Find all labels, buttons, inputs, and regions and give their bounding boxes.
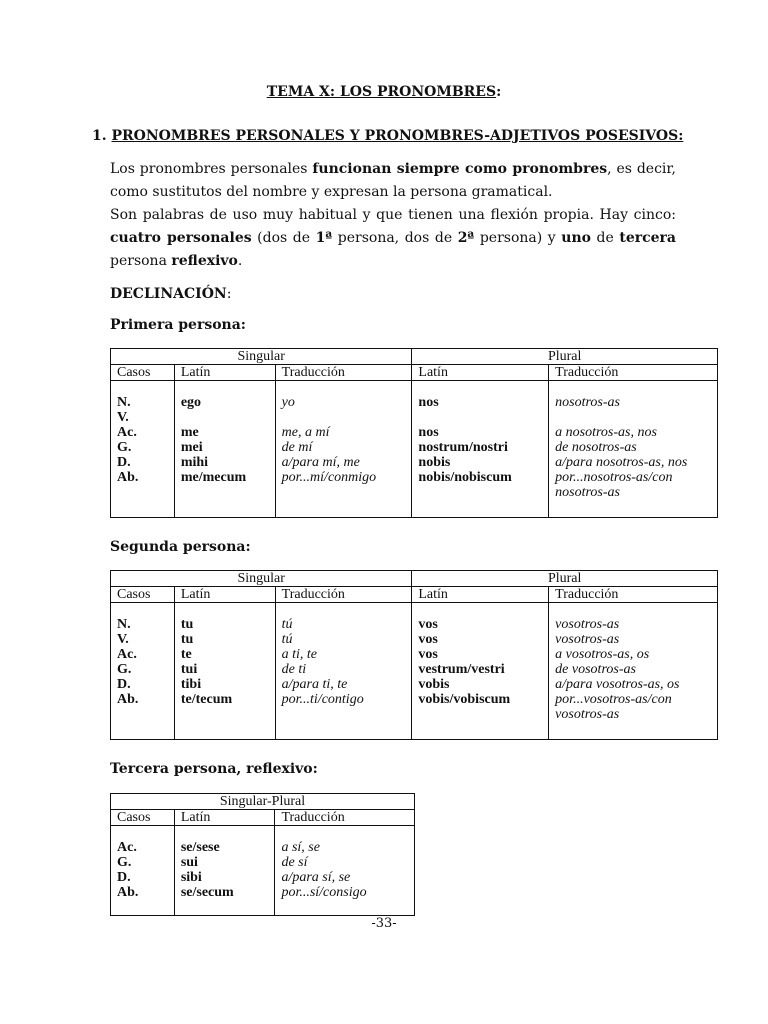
caso-label: D.: [117, 870, 131, 885]
translation: a nosotros-as, nos: [555, 425, 657, 440]
segunda-group-row: [111, 571, 718, 587]
translation: a/para sí, se: [281, 870, 351, 885]
para1-text-2: , es decir, como sustitutos del nombre y expresan la persona gramatical.: [110, 161, 676, 200]
translation: a vosotros-as, os: [555, 647, 650, 662]
para2-bold-4: uno: [561, 230, 591, 246]
translation: por...ti/contigo: [281, 692, 364, 707]
primera-heading: Primera persona:: [110, 317, 246, 333]
tercera-header-latin: Latín: [174, 810, 275, 826]
paragraph-count: [110, 204, 676, 273]
caso-label: G.: [117, 855, 132, 870]
section-number: 1.: [92, 128, 107, 144]
tercera-trad-cell: [275, 826, 415, 916]
tercera-group-row: [111, 794, 415, 810]
tercera-heading: Tercera persona, reflexivo:: [110, 761, 318, 777]
translation: nosotros-as: [555, 395, 620, 410]
latin-form: tibi: [180, 677, 202, 692]
latin-form: me: [180, 425, 199, 440]
translation: de sí: [281, 855, 308, 870]
primera-header-latin-pl: Latín: [412, 365, 549, 381]
latin-form: sibi: [180, 870, 202, 885]
translation: tú: [281, 632, 293, 647]
tercera-casos-cell: [111, 826, 175, 916]
latin-form: te/tecum: [180, 692, 233, 707]
translation: [555, 410, 711, 425]
segunda-header-trad-pl: Traducción: [549, 587, 718, 603]
translation: de vosotros-as: [555, 662, 636, 677]
primera-table: [110, 348, 718, 518]
latin-form: vobis: [418, 677, 450, 692]
primera-body-row: [111, 381, 718, 518]
declinacion-label: DECLINACIÓN: [110, 286, 227, 302]
caso-label: G.: [117, 662, 132, 677]
translation: a/para mí, me: [281, 455, 360, 470]
para2-text-2: (dos de: [251, 230, 316, 246]
primera-trad-sg-cell: [275, 381, 412, 518]
para2-text-1: Son palabras de uso muy habitual y que tienen una flexión propia. Hay cinco:: [110, 207, 676, 223]
translation: de nosotros-as: [555, 440, 637, 455]
translation: por...mí/conmigo: [281, 470, 377, 485]
para2-text-6: persona: [110, 253, 172, 269]
para1-bold-1: funcionan siempre como pronombres: [312, 161, 608, 177]
para2-text-7: .: [237, 253, 243, 269]
translation: me, a mí: [281, 425, 330, 440]
segunda-latin-pl-cell: [412, 603, 549, 740]
translation: a/para nosotros-as, nos: [555, 455, 688, 470]
primera-header-trad-pl: Traducción: [549, 365, 718, 381]
section-label: PRONOMBRES PERSONALES Y PRONOMBRES-ADJETIVOS POSESIVOS:: [111, 128, 684, 144]
title-suffix: :: [496, 84, 502, 100]
segunda-trad-sg-cell: [275, 603, 412, 740]
caso-label: Ac.: [117, 647, 137, 662]
latin-form: me/mecum: [180, 470, 247, 485]
caso-label: G.: [117, 440, 132, 455]
segunda-group-singular: Singular: [111, 571, 412, 587]
segunda-header-trad-sg: Traducción: [275, 587, 412, 603]
latin-form: nos: [418, 395, 439, 410]
primera-header-trad-sg: Traducción: [275, 365, 412, 381]
para2-text-4: persona) y: [474, 230, 562, 246]
section-heading: [92, 128, 683, 144]
tercera-header-row: [111, 810, 415, 826]
primera-group-row: [111, 349, 718, 365]
segunda-group-plural: Plural: [412, 571, 718, 587]
caso-label: D.: [117, 677, 131, 692]
primera-latin-sg-cell: [174, 381, 275, 518]
latin-form: mihi: [180, 455, 209, 470]
translation: vosotros-as: [555, 617, 620, 632]
para2-bold-3: 2ª: [457, 230, 475, 246]
para2-bold-1: cuatro personales: [110, 230, 252, 246]
translation: yo: [281, 395, 295, 410]
tercera-table: [110, 793, 415, 916]
latin-form: ego: [180, 395, 202, 410]
caso-label: Ab.: [117, 692, 139, 707]
translation: nosotros-as: [555, 485, 620, 500]
para1-text-1: Los pronombres personales: [110, 161, 313, 177]
caso-label: Ac.: [117, 840, 137, 855]
latin-form: tu: [180, 632, 194, 647]
caso-label: Ac.: [117, 425, 137, 440]
segunda-header-row: [111, 587, 718, 603]
latin-form: se/sese: [180, 840, 220, 855]
primera-group-singular: Singular: [111, 349, 412, 365]
primera-casos-cell: [111, 381, 175, 518]
translation: vosotros-as: [555, 707, 620, 722]
latin-form: [181, 410, 269, 425]
segunda-latin-sg-cell: [174, 603, 275, 740]
para2-text-3: persona, dos de: [332, 230, 458, 246]
latin-form: nobis: [418, 455, 451, 470]
segunda-casos-cell: [111, 603, 175, 740]
tercera-header-trad: Traducción: [275, 810, 415, 826]
caso-label: D.: [117, 455, 131, 470]
tercera-header-casos: Casos: [111, 810, 175, 826]
paragraph-intro: [110, 158, 676, 204]
caso-label: V.: [117, 410, 129, 425]
translation: [282, 410, 406, 425]
segunda-header-casos: Casos: [111, 587, 175, 603]
latin-form: nostrum/nostri: [418, 440, 508, 455]
declinacion-heading: [110, 286, 231, 302]
latin-form: te: [180, 647, 192, 662]
translation: a/para ti, te: [281, 677, 348, 692]
latin-form: nos: [418, 425, 439, 440]
translation: a/para vosotros-as, os: [555, 677, 680, 692]
segunda-header-latin-pl: Latín: [412, 587, 549, 603]
latin-form: se/secum: [180, 885, 234, 900]
latin-form: mei: [180, 440, 203, 455]
caso-label: V.: [117, 632, 129, 647]
latin-form: tui: [180, 662, 198, 677]
segunda-body-row: [111, 603, 718, 740]
latin-form: vobis/vobiscum: [418, 692, 511, 707]
latin-form: sui: [180, 855, 198, 870]
latin-form: vestrum/vestri: [418, 662, 505, 677]
tercera-group: Singular-Plural: [111, 794, 415, 810]
latin-form: vos: [418, 632, 438, 647]
translation: por...sí/consigo: [281, 885, 367, 900]
segunda-heading: Segunda persona:: [110, 539, 251, 555]
latin-form: nobis/nobiscum: [418, 470, 512, 485]
primera-trad-pl-cell: [549, 381, 718, 518]
latin-form: [418, 410, 542, 425]
translation: a sí, se: [281, 840, 320, 855]
primera-group-plural: Plural: [412, 349, 718, 365]
latin-form: tu: [180, 617, 194, 632]
title-text: TEMA X: LOS PRONOMBRES: [266, 84, 497, 100]
declinacion-suffix: :: [226, 286, 232, 302]
primera-header-latin-sg: Latín: [174, 365, 275, 381]
caso-label: Ab.: [117, 885, 139, 900]
segunda-trad-pl-cell: [549, 603, 718, 740]
caso-label: Ab.: [117, 470, 139, 485]
translation: vosotros-as: [555, 632, 620, 647]
latin-form: vos: [418, 617, 438, 632]
para2-text-5: de: [590, 230, 620, 246]
page-number: -33-: [371, 916, 397, 931]
translation: a ti, te: [281, 647, 318, 662]
para2-bold-5: tercera: [619, 230, 677, 246]
translation: tú: [281, 617, 293, 632]
segunda-header-latin-sg: Latín: [174, 587, 275, 603]
para2-bold-6: reflexivo: [171, 253, 238, 269]
segunda-table: [110, 570, 718, 740]
primera-header-casos: Casos: [111, 365, 175, 381]
tercera-latin-cell: [174, 826, 275, 916]
tercera-body-row: [111, 826, 415, 916]
primera-header-row: [111, 365, 718, 381]
caso-label: N.: [117, 395, 131, 410]
translation: por...vosotros-as/con: [555, 692, 672, 707]
latin-form: vos: [418, 647, 438, 662]
primera-latin-pl-cell: [412, 381, 549, 518]
para2-bold-2: 1ª: [315, 230, 333, 246]
translation: de ti: [281, 662, 307, 677]
translation: de mí: [281, 440, 313, 455]
caso-label: N.: [117, 617, 131, 632]
page-title: [0, 84, 768, 100]
translation: por...nosotros-as/con: [555, 470, 673, 485]
